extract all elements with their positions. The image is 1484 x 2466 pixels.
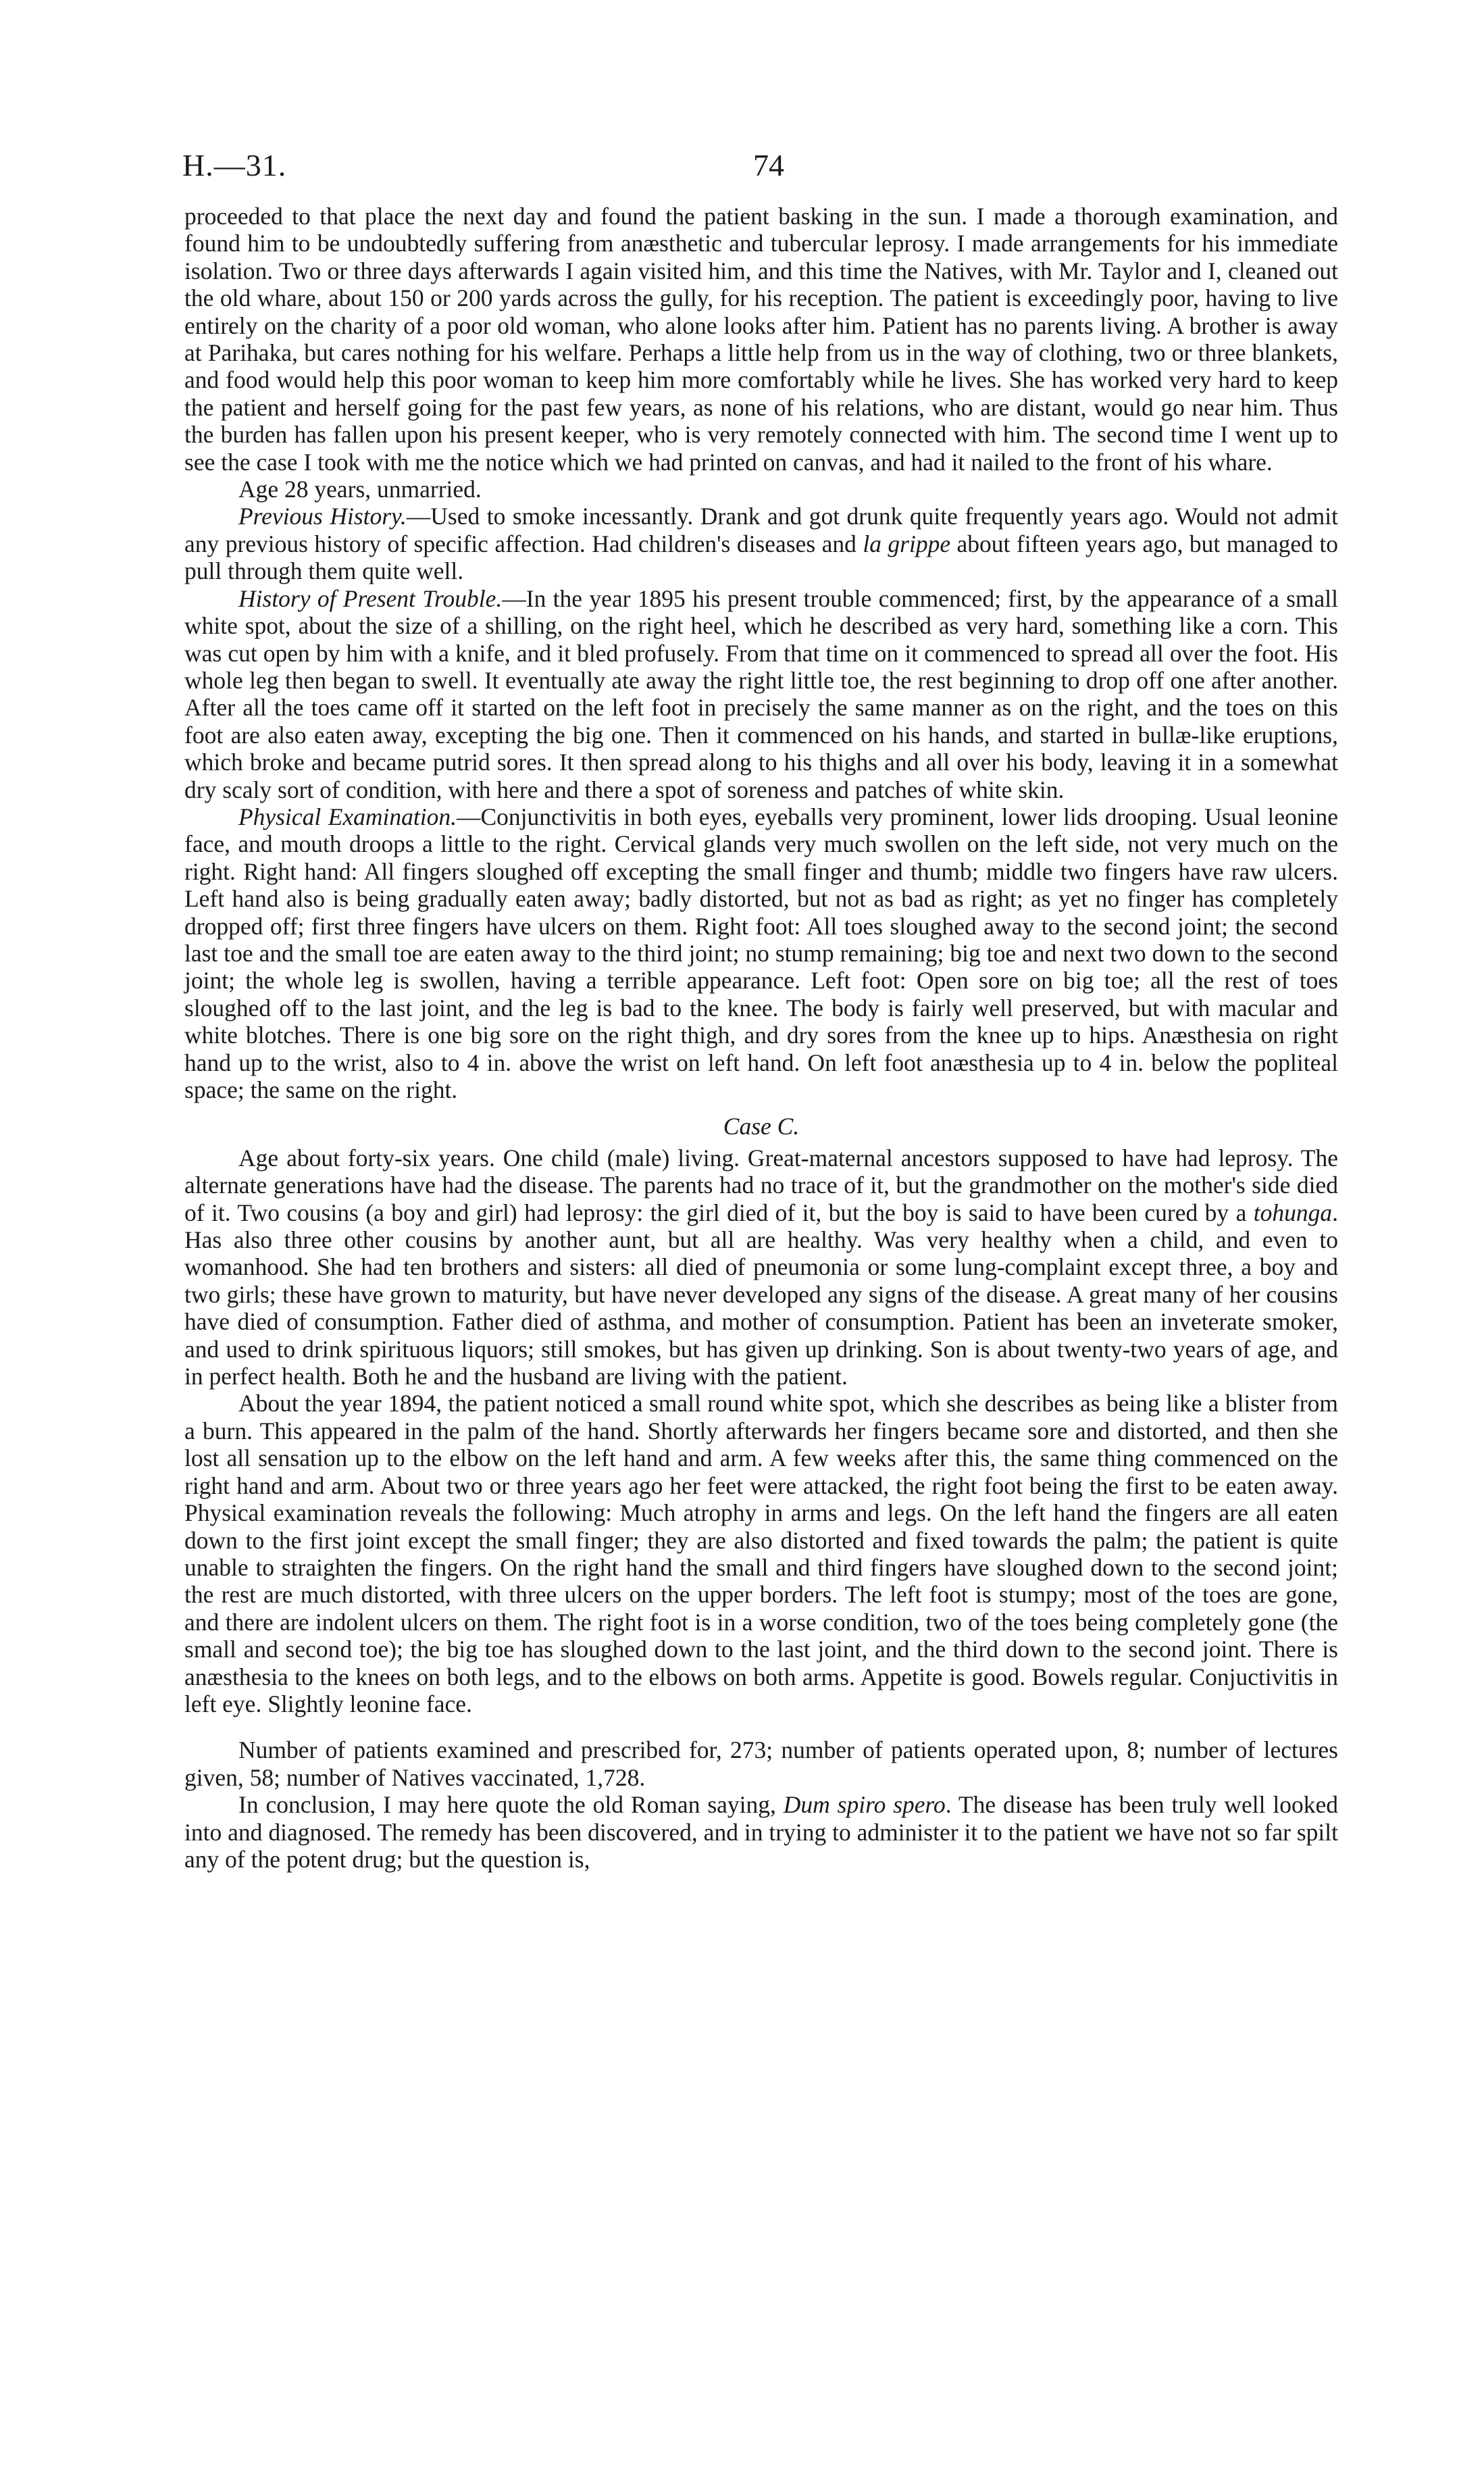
paragraph-physical-examination xyxy=(184,803,1338,1103)
document-body xyxy=(184,203,1338,1873)
physical-examination-text: —Conjunctivitis in both eyes, eyeballs very prominent, lower lids drooping. Usual leonine face, and mouth droops a little to the right. Cervical glands very much swollen on the left side, not very much on the right. Right hand: All fingers sloughed off excepting the small finger and thumb; middle two fingers have raw ulcers. Left hand also is being gradually eaten away; badly distorted, but not as bad as right; as yet no finger has completely dropped off; first three fingers have ulcers on them. Right foot: All toes sloughed away to the second joint; the second last toe and the small toe are eaten away to the third joint; no stump remaining; big toe and next two down to the second joint; the whole leg is swollen, having a terrible appearance. Left foot: Open sore on big toe; all the rest of toes sloughed off to the last joint, and the leg is bad to the knee. The body is fairly well preserved, but with macular and white blotches. There is one big sore on the right thigh, and dry sores from the knee up to hips. Anæsthesia on right hand up to the wrist, also to 4 in. above the wrist on left hand. On left foot anæsthesia up to 4 in. below the popliteal space; the same on the right. xyxy=(184,803,1338,1103)
case-c-italic: tohunga xyxy=(1253,1199,1333,1226)
case-heading: Case C. xyxy=(723,1113,800,1140)
conclusion-text: In conclusion, I may here quote the old Roman saying, xyxy=(238,1791,784,1819)
paragraph-statistics: Number of patients examined and prescribed for, 273; number of patients operated upon, 8; number of lectures given, 58; number of Natives vaccinated, 1,728. xyxy=(184,1736,1338,1791)
section-label-physical-examination: Physical Examination. xyxy=(238,803,457,830)
paragraph-case-c-history xyxy=(184,1144,1338,1390)
paragraph-conclusion xyxy=(184,1791,1338,1873)
section-label-previous-history: Previous History. xyxy=(238,503,407,530)
section-label-present-trouble: History of Present Trouble. xyxy=(238,584,503,612)
paragraph-age: Age 28 years, unmarried. xyxy=(238,476,482,503)
case-c-rest: . Has also three other cousins by another aunt, but all are healthy. Was very healthy when a child, and even to womanhood. She had ten brothers and sisters: all died of pneumonia or some lung-complaint except three, a boy and two girls; these have grown to maturity, but have never developed any signs of the disease. A great many of her cousins have died of consumption. Father died of asthma, and mother of consumption. Patient has been an inveterate smoker, and used to drink spirituous liquors; still smokes, but has given up drinking. Son is about twenty-two years of age, and in perfect health. Both he and the husband are living with the patient. xyxy=(184,1199,1338,1390)
case-c-text: Age about forty-six years. One child (male) living. Great-maternal ancestors supposed to have had leprosy. The alternate generations have had the disease. The parents had no trace of it, but the grandmother on the mother's side died of it. Two cousins (a boy and girl) had leprosy: the girl died of it, but the boy is said to have been cured by a xyxy=(184,1144,1338,1226)
previous-history-text: —Used to smoke incessantly. Drank and got drunk quite frequently years ago. Would not admit any previous history of specific affection. Had children's diseases and xyxy=(184,503,1338,557)
previous-history-rest: about fifteen years ago, but managed to pull through them quite well. xyxy=(184,530,1338,585)
document-reference: H.—31. xyxy=(182,148,287,182)
conclusion-italic: Dum spiro spero xyxy=(783,1791,946,1819)
page-header xyxy=(182,147,1351,195)
conclusion-rest: . The disease has been truly well looked into and diagnosed. The remedy has been discovered, and in trying to administer it to the patient we have not so far spilt any of the potent drug; but the question is, xyxy=(184,1791,1338,1873)
present-trouble-text: —In the year 1895 his present trouble commenced; first, by the appearance of a small white spot, about the size of a shilling, on the right heel, which he described as very hard, something like a corn. This was cut open by him with a knife, and it bled profusely. From that time on it commenced to spread all over the foot. His whole leg then began to swell. It eventually ate away the right little toe, the rest beginning to drop off one after another. After all the toes came off it started on the left foot in precisely the same manner as on the right, and the toes on this foot are also eaten away, excepting the big one. Then it commenced on his hands, and started in bullæ-like eruptions, which broke and became putrid sores. It then spread along to his thighs and all over his body, leaving it in a somewhat dry scaly sort of condition, with here and there a spot of soreness and patches of white skin. xyxy=(184,584,1338,803)
paragraph-present-trouble xyxy=(184,585,1338,803)
page-number: 74 xyxy=(753,148,784,182)
paragraph-continued: proceeded to that place the next day and found the patient basking in the sun. I made a thorough examination, and found him to be undoubtedly suffering from anæsthetic and tubercular leprosy. I made arrangements for his immediate isolation. Two or three days afterwards I again visited him, and this time the Natives, with Mr. Taylor and I, cleaned out the old whare, about 150 or 200 yards across the gully, for his reception. The patient is exceedingly poor, having to live entirely on the charity of a poor old woman, who alone looks after him. Patient has no parents living. A brother is away at Parihaka, but cares nothing for his welfare. Perhaps a little help from us in the way of clothing, two or three blankets, and food would help this poor woman to keep him more comfortably while he lives. She has worked very hard to keep the patient and herself going for the past few years, as none of his relations, who are distant, would go near him. Thus the burden has fallen upon his present keeper, who is very remotely connected with him. The second time I went up to see the case I took with me the notice which we had printed on canvas, and had it nailed to the front of his whare. xyxy=(184,203,1338,476)
paragraph-case-c-examination: About the year 1894, the patient noticed a small round white spot, which she describes as being like a blister from a burn. This appeared in the palm of the hand. Shortly afterwards her fingers became sore and distorted, and then she lost all sensation up to the elbow on the left hand and arm. A few weeks after this, the same thing commenced on the right hand and arm. About two or three years ago her feet were attacked, the right foot being the first to be eaten away. Physical examination reveals the following: Much atrophy in arms and legs. On the left hand the fingers are all eaten down to the first joint except the small finger; they are also distorted and fixed towards the palm; the patient is quite unable to straighten the fingers. On the right hand the small and third fingers have sloughed down to the second joint; the rest are much distorted, with three ulcers on the upper borders. The left foot is stumpy; most of the toes are gone, and there are indolent ulcers on them. The right foot is in a worse condition, two of the toes being completely gone (the small and second toe); the big toe has sloughed down to the last joint, and the third down to the second joint. There is anæsthesia to the knees on both legs, and to the elbows on both arms. Appetite is good. Bowels regular. Conjuctivitis in left eye. Slightly leonine face. xyxy=(184,1390,1338,1717)
previous-history-italic: la grippe xyxy=(863,530,951,557)
paragraph-previous-history xyxy=(184,503,1338,584)
